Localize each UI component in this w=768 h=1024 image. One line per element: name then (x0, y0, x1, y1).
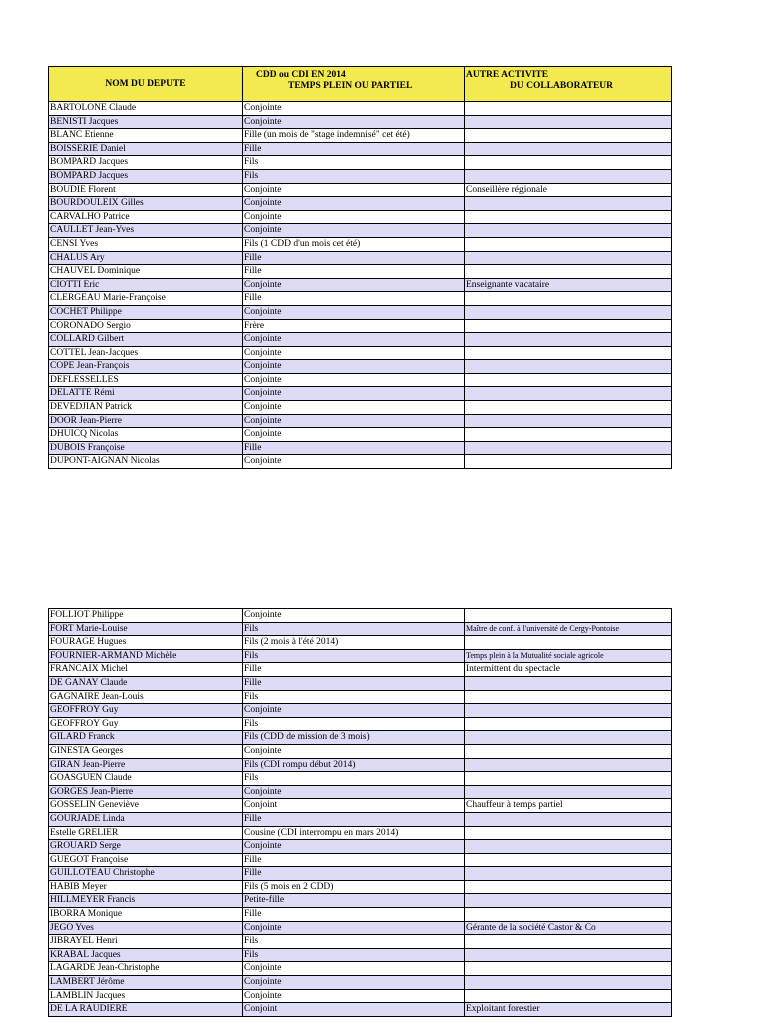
contract-cell: Conjointe (243, 414, 465, 428)
table-row (49, 731, 672, 745)
deputy-name-cell: COLLARD Gilbert (49, 333, 243, 347)
table-row (49, 401, 672, 415)
table-row (49, 799, 672, 813)
header-activity-line1: AUTRE ACTIVITE (466, 70, 549, 80)
contract-cell: Fille (243, 908, 465, 922)
contract-cell: Fille (243, 251, 465, 265)
deputy-name-cell: DE GANAY Claude (49, 676, 243, 690)
table-row (49, 935, 672, 949)
contract-cell: Fils (2 mois à l'été 2014) (243, 636, 465, 650)
activity-cell (465, 962, 672, 976)
table-row (49, 251, 672, 265)
deputy-name-cell: BOUDIE Florent (49, 183, 243, 197)
contract-cell: Conjointe (243, 989, 465, 1003)
contract-cell: Fille (243, 812, 465, 826)
activity-cell (465, 251, 672, 265)
contract-cell: Conjointe (243, 333, 465, 347)
activity-cell (465, 156, 672, 170)
activity-cell (465, 224, 672, 238)
table-row (49, 636, 672, 650)
table-2-body (49, 609, 672, 1017)
deputy-name-cell: DUBOIS Françoise (49, 441, 243, 455)
table-row (49, 210, 672, 224)
activity-cell (465, 717, 672, 731)
deputy-name-cell: FOURAGE Hugues (49, 636, 243, 650)
table-row (49, 962, 672, 976)
activity-cell (465, 428, 672, 442)
contract-cell: Conjointe (243, 387, 465, 401)
deputy-name-cell: GORGES Jean-Pierre (49, 785, 243, 799)
activity-cell (465, 704, 672, 718)
deputy-name-cell: HILLMEYER Francis (49, 894, 243, 908)
activity-cell (465, 880, 672, 894)
deputy-name-cell: IBORRA Monique (49, 908, 243, 922)
contract-cell: Conjointe (243, 115, 465, 129)
collaborators-table-2 (48, 608, 672, 1017)
collaborators-table-1 (48, 66, 672, 469)
table-row (49, 414, 672, 428)
deputy-name-cell: GEOFFROY Guy (49, 704, 243, 718)
contract-cell: Conjointe (243, 455, 465, 469)
contract-cell: Conjointe (243, 921, 465, 935)
table-row (49, 840, 672, 854)
contract-cell: Fils (243, 690, 465, 704)
deputy-name-cell: GEOFFROY Guy (49, 717, 243, 731)
contract-cell: Conjointe (243, 305, 465, 319)
table-row (49, 441, 672, 455)
contract-cell: Conjointe (243, 785, 465, 799)
table-row (49, 894, 672, 908)
deputy-name-cell: CHALUS Ary (49, 251, 243, 265)
contract-cell: Fille (243, 265, 465, 279)
deputy-name-cell: GOASGUEN Claude (49, 772, 243, 786)
table-row (49, 305, 672, 319)
contract-cell: Conjoint (243, 799, 465, 813)
contract-cell: Conjointe (243, 373, 465, 387)
header-contract-line1: CDD ou CDI EN 2014 (256, 70, 346, 80)
activity-cell (465, 853, 672, 867)
table-row (49, 224, 672, 238)
contract-cell: Fils (243, 156, 465, 170)
contract-cell: Conjointe (243, 346, 465, 360)
activity-cell (465, 346, 672, 360)
deputy-name-cell: HABIB Meyer (49, 880, 243, 894)
deputy-name-cell: GINESTA Georges (49, 744, 243, 758)
deputy-name-cell: GROUARD Serge (49, 840, 243, 854)
table-row (49, 102, 672, 116)
contract-cell: Fille (243, 853, 465, 867)
deputy-name-cell: LAGARDE Jean-Christophe (49, 962, 243, 976)
activity-cell: Maître de conf. à l'université de Cergy-Pontoise (465, 622, 672, 636)
deputy-name-cell: BLANC Etienne (49, 129, 243, 143)
table-row (49, 373, 672, 387)
deputy-name-cell: DELATTE Rémi (49, 387, 243, 401)
deputy-name-cell: COCHET Philippe (49, 305, 243, 319)
activity-cell (465, 894, 672, 908)
table-row (49, 717, 672, 731)
contract-cell: Conjointe (243, 840, 465, 854)
deputy-name-cell: DEVEDJIAN Patrick (49, 401, 243, 415)
activity-cell (465, 387, 672, 401)
contract-cell: Fils (243, 622, 465, 636)
activity-cell (465, 210, 672, 224)
contract-cell: Conjointe (243, 224, 465, 238)
deputy-name-cell: COTTEL Jean-Jacques (49, 346, 243, 360)
table-row (49, 826, 672, 840)
activity-cell (465, 197, 672, 211)
contract-cell: Conjointe (243, 704, 465, 718)
table-row (49, 948, 672, 962)
table-row (49, 237, 672, 251)
deputy-name-cell: FORT Marie-Louise (49, 622, 243, 636)
table-row (49, 989, 672, 1003)
contract-cell: Conjointe (243, 183, 465, 197)
activity-cell (465, 333, 672, 347)
contract-cell: Cousine (CDI interrompu en mars 2014) (243, 826, 465, 840)
deputy-name-cell: JEGO Yves (49, 921, 243, 935)
deputy-name-cell: Estelle GRELIER (49, 826, 243, 840)
deputy-name-cell: DHUICQ Nicolas (49, 428, 243, 442)
contract-cell: Frère (243, 319, 465, 333)
table-row (49, 676, 672, 690)
table-row (49, 649, 672, 663)
activity-cell (465, 636, 672, 650)
deputy-name-cell: GUEGOT Françoise (49, 853, 243, 867)
contract-cell: Conjointe (243, 360, 465, 374)
table-row (49, 663, 672, 677)
deputy-name-cell: GOSSELIN Geneviève (49, 799, 243, 813)
activity-cell (465, 935, 672, 949)
deputy-name-cell: GAGNAIRE Jean-Louis (49, 690, 243, 704)
deputy-name-cell: FOURNIER-ARMAND Michèle (49, 649, 243, 663)
activity-cell: Enseignante vacataire (465, 278, 672, 292)
activity-cell: Intermittent du spectacle (465, 663, 672, 677)
deputy-name-cell: DUPONT-AIGNAN Nicolas (49, 455, 243, 469)
contract-cell: Conjoint (243, 1003, 465, 1017)
deputy-name-cell: LAMBLIN Jacques (49, 989, 243, 1003)
contract-cell: Fils (243, 772, 465, 786)
contract-cell: Fils (1 CDD d'un mois cet été) (243, 237, 465, 251)
activity-cell (465, 129, 672, 143)
contract-cell: Conjointe (243, 197, 465, 211)
activity-cell (465, 812, 672, 826)
deputy-name-cell: CLERGEAU Marie-Françoise (49, 292, 243, 306)
contract-cell: Conjointe (243, 278, 465, 292)
deputy-name-cell: CORONADO Sergio (49, 319, 243, 333)
activity-cell (465, 169, 672, 183)
deputy-name-cell: CAULLET Jean-Yves (49, 224, 243, 238)
table-row (49, 129, 672, 143)
activity-cell (465, 976, 672, 990)
deputy-name-cell: KRABAL Jacques (49, 948, 243, 962)
activity-cell (465, 690, 672, 704)
contract-cell: Conjointe (243, 102, 465, 116)
activity-cell (465, 414, 672, 428)
deputy-name-cell: CHAUVEL Dominique (49, 265, 243, 279)
deputy-name-cell: DOOR Jean-Pierre (49, 414, 243, 428)
contract-cell: Conjointe (243, 210, 465, 224)
contract-cell: Fils (243, 948, 465, 962)
activity-cell (465, 142, 672, 156)
activity-cell (465, 772, 672, 786)
table-row (49, 690, 672, 704)
table-row (49, 1003, 672, 1017)
activity-cell (465, 373, 672, 387)
table-row (49, 265, 672, 279)
deputy-name-cell: GILARD Franck (49, 731, 243, 745)
table-row (49, 156, 672, 170)
activity-cell (465, 826, 672, 840)
deputy-name-cell: LAMBERT Jérôme (49, 976, 243, 990)
table-row (49, 333, 672, 347)
deputy-name-cell: GIRAN Jean-Pierre (49, 758, 243, 772)
deputy-name-cell: JIBRAYEL Henri (49, 935, 243, 949)
table-row (49, 319, 672, 333)
activity-cell (465, 785, 672, 799)
contract-cell: Conjointe (243, 744, 465, 758)
deputy-name-cell: DE LA RAUDIERE (49, 1003, 243, 1017)
activity-cell (465, 744, 672, 758)
contract-cell: Petite-fille (243, 894, 465, 908)
table-row (49, 704, 672, 718)
deputy-name-cell: CARVALHO Patrice (49, 210, 243, 224)
activity-cell (465, 319, 672, 333)
table-row (49, 387, 672, 401)
deputy-name-cell: GOURJADE Linda (49, 812, 243, 826)
activity-cell: Exploitant forestier (465, 1003, 672, 1017)
contract-cell: Fille (243, 292, 465, 306)
header-deputy-name: NOM DU DEPUTE (49, 67, 243, 102)
table-row (49, 169, 672, 183)
table-row (49, 812, 672, 826)
activity-cell (465, 676, 672, 690)
contract-cell: Fille (243, 142, 465, 156)
activity-cell (465, 948, 672, 962)
table-row (49, 360, 672, 374)
table-row (49, 278, 672, 292)
contract-cell: Conjointe (243, 428, 465, 442)
deputy-name-cell: FOLLIOT Philippe (49, 609, 243, 623)
activity-cell (465, 305, 672, 319)
header-activity-line2: DU COLLABORATEUR (510, 81, 614, 91)
activity-cell: Chauffeur à temps partiel (465, 799, 672, 813)
table-row (49, 867, 672, 881)
table-header-row (49, 67, 672, 102)
deputy-name-cell: BOURDOULEIX Gilles (49, 197, 243, 211)
activity-cell: Gérante de la société Castor & Co (465, 921, 672, 935)
contract-cell: Fille (un mois de "stage indemnisé" cet été) (243, 129, 465, 143)
activity-cell (465, 292, 672, 306)
activity-cell (465, 401, 672, 415)
activity-cell: Conseillère régionale (465, 183, 672, 197)
table-row (49, 785, 672, 799)
deputy-name-cell: BARTOLONE Claude (49, 102, 243, 116)
deputy-name-cell: BOMPARD Jacques (49, 169, 243, 183)
deputy-name-cell: CIOTTI Eric (49, 278, 243, 292)
table-row (49, 142, 672, 156)
header-contract (243, 67, 465, 102)
contract-cell: Fils (243, 935, 465, 949)
activity-cell (465, 731, 672, 745)
table-row (49, 976, 672, 990)
deputy-name-cell: BOMPARD Jacques (49, 156, 243, 170)
activity-cell (465, 265, 672, 279)
table-row (49, 455, 672, 469)
header-other-activity (465, 67, 672, 102)
contract-cell: Fille (243, 676, 465, 690)
table-row (49, 622, 672, 636)
activity-cell (465, 908, 672, 922)
activity-cell (465, 115, 672, 129)
activity-cell (465, 989, 672, 1003)
deputy-name-cell: BOISSERIE Daniel (49, 142, 243, 156)
table-row (49, 744, 672, 758)
contract-cell: Fils (CDI rompu début 2014) (243, 758, 465, 772)
contract-cell: Fille (243, 867, 465, 881)
table-row (49, 346, 672, 360)
deputy-name-cell: COPE Jean-François (49, 360, 243, 374)
table-row (49, 292, 672, 306)
activity-cell (465, 441, 672, 455)
contract-cell: Conjointe (243, 609, 465, 623)
contract-cell: Conjointe (243, 401, 465, 415)
activity-cell (465, 455, 672, 469)
table-row (49, 880, 672, 894)
activity-cell: Temps plein à la Mutualité sociale agricole (465, 649, 672, 663)
table-row (49, 197, 672, 211)
contract-cell: Conjointe (243, 976, 465, 990)
table-row (49, 609, 672, 623)
table-row (49, 758, 672, 772)
table-row (49, 853, 672, 867)
table-row (49, 921, 672, 935)
contract-cell: Fils (243, 169, 465, 183)
contract-cell: Fils (5 mois en 2 CDD) (243, 880, 465, 894)
table-row (49, 115, 672, 129)
activity-cell (465, 840, 672, 854)
activity-cell (465, 758, 672, 772)
activity-cell (465, 360, 672, 374)
deputy-name-cell: FRANCAIX Michel (49, 663, 243, 677)
table-row (49, 183, 672, 197)
activity-cell (465, 237, 672, 251)
table-row (49, 772, 672, 786)
contract-cell: Fille (243, 441, 465, 455)
contract-cell: Fille (243, 663, 465, 677)
activity-cell (465, 609, 672, 623)
deputy-name-cell: GUILLOTEAU Christophe (49, 867, 243, 881)
contract-cell: Fils (243, 649, 465, 663)
table-1-body (49, 102, 672, 469)
contract-cell: Conjointe (243, 962, 465, 976)
deputy-name-cell: BENISTI Jacques (49, 115, 243, 129)
header-contract-line2: TEMPS PLEIN OU PARTIEL (288, 81, 413, 91)
activity-cell (465, 867, 672, 881)
table-row (49, 908, 672, 922)
contract-cell: Fils (243, 717, 465, 731)
activity-cell (465, 102, 672, 116)
contract-cell: Fils (CDD de mission de 3 mois) (243, 731, 465, 745)
deputy-name-cell: DEFLESSELLES (49, 373, 243, 387)
table-row (49, 428, 672, 442)
deputy-name-cell: CENSI Yves (49, 237, 243, 251)
